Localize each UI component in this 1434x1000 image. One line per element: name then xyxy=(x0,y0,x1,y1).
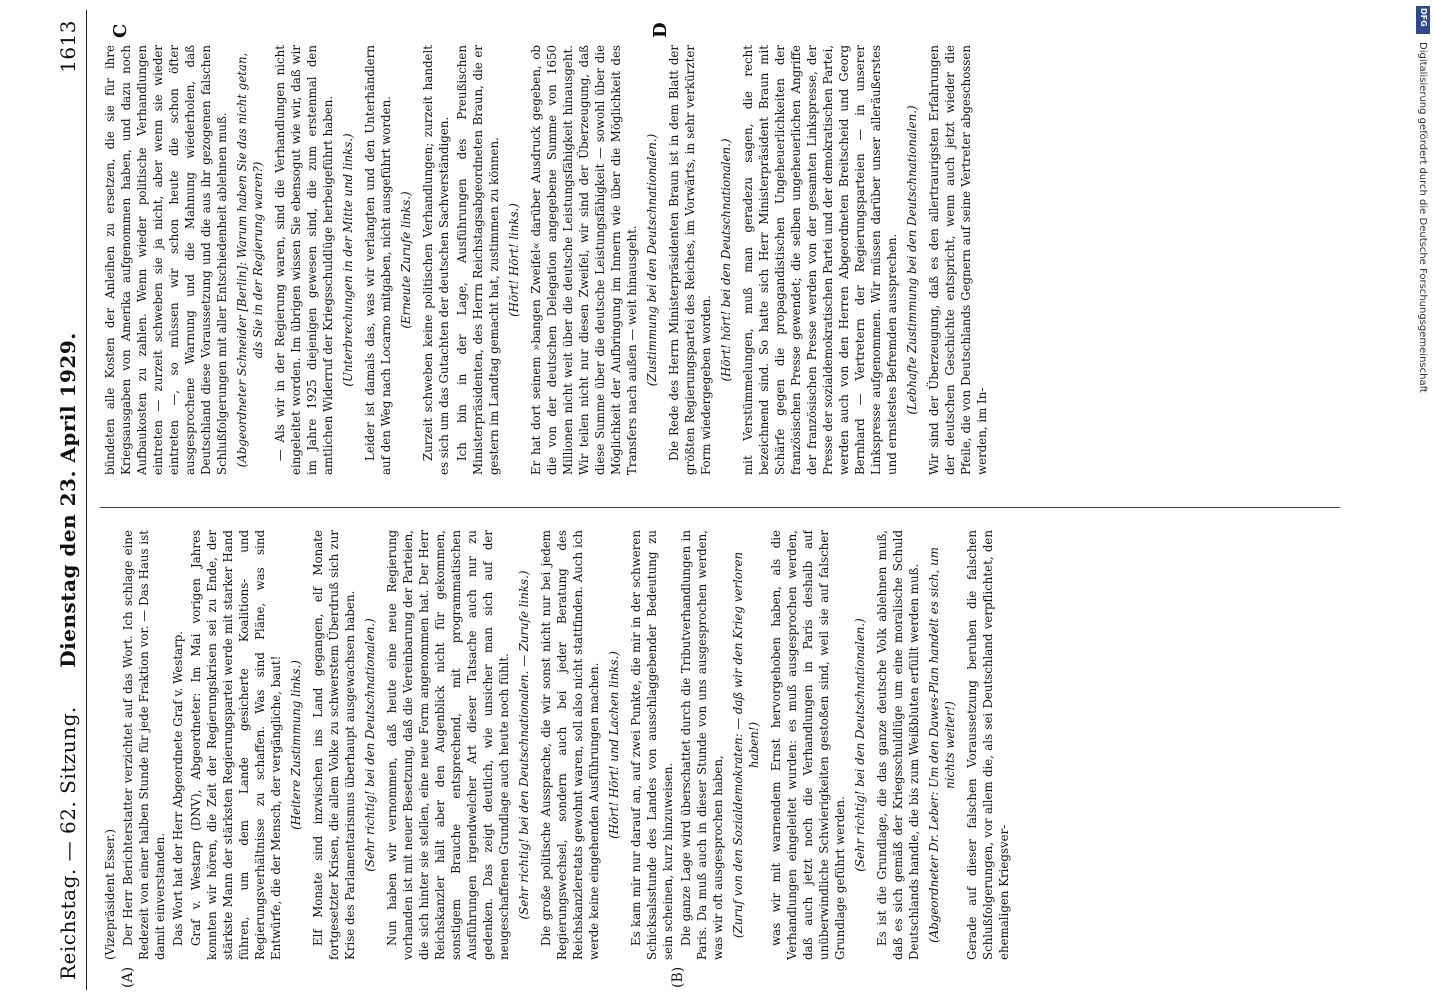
paragraph: Wir sind der Überzeugung, daß es den allertraurigsten Erfahrungen der deutschen Geschichte entspricht, wenn auch jetzt wieder die Pfeile, die von Deutschlands Gegnern auf seine Vertreter abgeschossen werden, im In- xyxy=(927,45,989,475)
text-column-right xyxy=(102,45,1322,475)
paragraph: Es ist die Grundlage, die das ganze deutsche Volk ablehnen muß, daß es sich gemäß der Kriegsschuldlüge um eine moralische Schuld Deutschlands handle, die bis zum Weißbluten erfüllt werden muß. xyxy=(875,530,921,960)
paragraph: (Vizepräsident Esser.) xyxy=(103,829,117,960)
interjection: (Hört! hört! bei den Deutschnationalen.) xyxy=(719,138,733,382)
paragraph: Ich bin in der Lage, Ausführungen des Preußischen Ministerpräsidenten, des Herrn Reichstagsabgeordneten Braun, die er gestern im Landtag gemacht hat, zustimmen zu können. xyxy=(455,45,501,475)
page-number: 1613 xyxy=(56,20,80,73)
paragraph: Nun haben wir vernommen, daß heute eine neue Regierung vorhanden ist mit neuer Besetzung, daß die Vereinbarung der Parteien, die sich hinter sie stellen, eine neue Form angenommen hat. Der Herr Reichskanzler hält aber den Augenblick nicht für gekommen, sonstigem Brauche entsprechend, mit programmatischen Ausführungen irgendwelcher Art dieser Tatsache auch nur zu gedenken. Das zeigt deutlich, wie unsicher man sich auf der neugeschaffenen Grundlage auch heute noch fühlt. xyxy=(385,530,511,960)
paragraph: Gerade auf dieser falschen Voraussetzung beruhen die falschen Schlußfolgerungen, vor allem die, als sei Deutschland verpflichtet, den ehemaligen Kriegsver- xyxy=(965,530,1011,960)
interjection: (Abgeordneter Schneider [Berlin]: Warum haben Sie das nicht getan, als Sie in der Regierung waren?) xyxy=(235,52,265,468)
running-head xyxy=(50,10,87,990)
digitization-credit xyxy=(1416,6,1430,996)
margin-mark-b: (B) xyxy=(670,966,686,988)
header-date: Dienstag den 23. April 1929. xyxy=(56,332,80,668)
rotated-page xyxy=(50,10,1400,990)
paragraph: Der Herr Berichterstatter verzichtet auf das Wort. Ich schlage eine Redezeit von einer halben Stunde für jede Fraktion vor. — Das Haus ist damit einverstanden. xyxy=(121,530,167,960)
margin-mark-c: C xyxy=(110,23,131,38)
paragraph: Elf Monate sind inzwischen ins Land gegangen, elf Monate fortgesetzter Krisen, die allem Volke zu schwerstem Überdruß sich zur Krise des Parlamentarismus überhaupt ausgewachsen haben. xyxy=(311,530,357,960)
paragraph: Zurzeit schweben keine politischen Verhandlungen; zurzeit handelt es sich um das Gutachten der deutschen Sachverständigen. xyxy=(421,45,451,475)
interjection: (Heitere Zustimmung links.) xyxy=(289,660,303,830)
interjection: (Abgeordneter Dr. Leber: Um den Dawes-Plan handelt es sich, um nichts weiter!) xyxy=(927,547,957,943)
paragraph: Graf v. Westarp (DNV), Abgeordneter: Im Mai vorigen Jahres konnten wir hören, die Zeit der Regierungskrisen sei zu Ende, der stärkste Mann der stärksten Regierungspartei werde mit starker Hand führen, um dem Lande gesicherte Koalitions- und Regierungsverhältnisse zu schaffen. Was sind Pläne, was sind Entwürfe, die der Mensch, der vergängliche, baut! xyxy=(189,530,283,960)
margin-mark-d: D xyxy=(650,22,671,38)
header-left: Reichstag. — 62. Sitzung. xyxy=(56,706,80,980)
interjection: (Sehr richtig! bei den Deutschnationalen.) xyxy=(853,618,867,872)
interjection: (Unterbrechungen in der Mitte und links.) xyxy=(341,133,355,387)
interjection: (Zuruf von den Sozialdemokraten: — daß wir den Krieg verloren haben!) xyxy=(731,551,761,939)
paragraph: Leider ist damals das, was wir verlangten und den Unterhändlern auf den Weg nach Locarno mitgaben, nicht ausgeführt worden. xyxy=(363,45,393,475)
interjection: (Sehr richtig! bei den Deutschnationalen. — Zurufe links.) xyxy=(517,570,531,920)
paragraph: — Als wir in der Regierung waren, sind die Verhandlungen nicht eingeleitet worden. Im übrigen wissen Sie ebensogut wie wir, daß wir im Jahre 1925 diejenigen gewesen sind, die zum erstenmal den amtlichen Widerruf der Kriegsschuldlüge herbeigeführt haben. xyxy=(273,45,335,475)
credit-text: Digitalisierung gefördert durch die Deutsche Forschungsgemeinschaft xyxy=(1417,42,1428,393)
paragraph: Die ganze Lage wird überschattet durch die Tributverhandlungen in Paris. Da muß auch in dieser Stunde von uns ausgesprochen werden, was wir oft ausgesprochen haben, xyxy=(679,530,725,960)
paragraph: Es kam mir nur darauf an, auf zwei Punkte, die mir in der schweren Schicksalsstunde des Landes von ausschlaggebender Bedeutung zu sein scheinen, kurz hinzuweisen. xyxy=(629,530,675,960)
interjection: (Hört! Hört! und Lachen links.) xyxy=(607,651,621,839)
paragraph: mit Verstümmelungen, muß man geradezu sagen, die recht bezeichnend sind. So hatte sich Herr Ministerpräsident Braun mit Schärfe gegen die propagandistischen Ungeheuerlichkeiten der französischen Presse gewendet; die selben ungeheuerlichen Angriffe der französischen Presse werden von der gesamten Linkspresse, der Presse der sozialdemokratischen Partei und der demokratischen Partei, werden auch von den Herren Abgeordneten Breitscheid und Georg Bernhard — Vertretern der Regierungsparteien — in unserer Linkspresse aufgenommen. Wir müssen darüber unser alleräußerstes und ernstestes Befremden aussprechen. xyxy=(741,45,899,475)
interjection: (Zustimmung bei den Deutschnationalen.) xyxy=(645,133,659,387)
paragraph: Das Wort hat der Herr Abgeordnete Graf v. Westarp. xyxy=(171,630,185,946)
paragraph: Die Rede des Herrn Ministerpräsidenten Braun ist in dem Blatt der größten Regierungspartei des Reiches, im Vorwärts, in sehr verkürzter Form wiedergegeben worden. xyxy=(667,45,713,475)
paragraph: Die große politische Aussprache, die wir sonst nicht nur bei jedem Regierungswechsel, sondern auch bei jeder Beratung des Reichskanzleretats gewohnt waren, soll also nicht stattfinden. Auch ich werde keine eingehenden Ausführungen machen. xyxy=(539,530,601,960)
interjection: (Sehr richtig! bei den Deutschnationalen.) xyxy=(363,618,377,872)
margin-mark-a: (A) xyxy=(120,966,136,988)
paragraph: Er hat dort seinem »bangen Zweifel« darüber Ausdruck gegeben, ob die von der deutschen Delegation angegebene Summe von 1650 Millionen nicht weit über die deutsche Leistungsfähigkeit hinausgeht. Wir teilen nicht nur diesen Zweifel, wir sind der Überzeugung, daß diese Summe über die deutsche Leistungsfähigkeit — sowohl über die Möglichkeit der Aufbringung im Innern wie über die Möglichkeit des Transfers nach außen — weit hinausgeht. xyxy=(529,45,639,475)
dfg-logo: DFG xyxy=(1416,6,1430,34)
paragraph: was wir mit warnendem Ernst hervorgehoben haben, als die Verhandlungen eingeleitet wurden: es muß ausgesprochen werden, daß auch jetzt noch die Verhandlungen in Paris deshalb auf unüberwindliche Schwierigkeiten gestoßen sind, weil sie auf falscher Grundlage geführt werden. xyxy=(769,530,847,960)
text-column-left xyxy=(102,530,1322,960)
paragraph: bündeten alle Kosten der Anleihen zu ersetzen, die sie für ihre Kriegsausgaben von Amerika aufgenommen haben, und dazu noch Aufbaukosten zu zahlen. Wenn wieder politische Verhandlungen eintreten — zurzeit schweben sie ja nicht, aber wenn sie wieder eintreten —, so müssen wir schon heute die schon öfter ausgesprochene Warnung und die Mahnung wiederholen, daß Deutschland diese Voraussetzung und die aus ihr gezogenen falschen Schlußfolgerungen mit aller Entschiedenheit ablehnen muß. xyxy=(103,45,229,475)
interjection: (Hört! Hört! links.) xyxy=(507,203,521,317)
interjection: (Erneute Zurufe links.) xyxy=(399,191,413,329)
column-divider xyxy=(100,507,1340,508)
interjection: (Lebhafte Zustimmung bei den Deutschnationalen.) xyxy=(905,105,919,415)
